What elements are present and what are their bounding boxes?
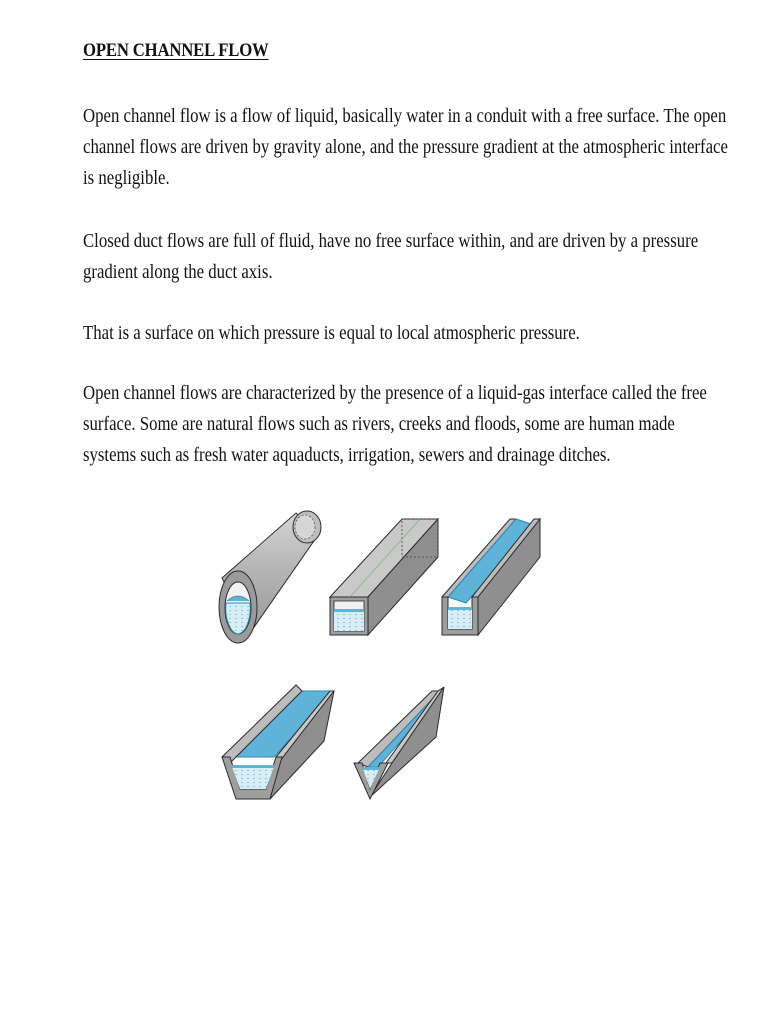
open-triangular-channel-shape (354, 687, 444, 799)
paragraph-line: That is a surface on which pressure is equal to local atmospheric pressure. (83, 323, 580, 344)
paragraph-line: surface. Some are natural flows such as rivers, creeks and floods, some are human made (83, 414, 675, 435)
open-rectangular-channel-shape (442, 519, 540, 635)
open-trapezoidal-channel-shape (222, 685, 334, 799)
paragraph-definition (83, 101, 728, 194)
paragraph-line: channel flows are driven by gravity alone, and the pressure gradient at the atmospheric interface (83, 137, 728, 158)
document-title: OPEN CHANNEL FLOW (83, 40, 269, 61)
rectangular-duct-shape (330, 519, 438, 635)
paragraph-characteristics (83, 378, 707, 471)
circular-pipe-shape (219, 511, 321, 643)
paragraph-line: Open channel flow is a flow of liquid, basically water in a conduit with a free surface. The open (83, 106, 727, 127)
paragraph-line: gradient along the duct axis. (83, 262, 273, 283)
paragraph-line: Open channel flows are characterized by the presence of a liquid-gas interface called the free (83, 383, 707, 404)
channel-types-illustration (210, 505, 555, 805)
paragraph-free-surface (83, 318, 676, 349)
paragraph-line: systems such as fresh water aquaducts, irrigation, sewers and drainage ditches. (83, 445, 611, 466)
paragraph-line: is negligible. (83, 168, 170, 189)
paragraph-line: Closed duct flows are full of fluid, have no free surface within, and are driven by a pressure (83, 231, 699, 252)
paragraph-closed-duct (83, 226, 699, 288)
